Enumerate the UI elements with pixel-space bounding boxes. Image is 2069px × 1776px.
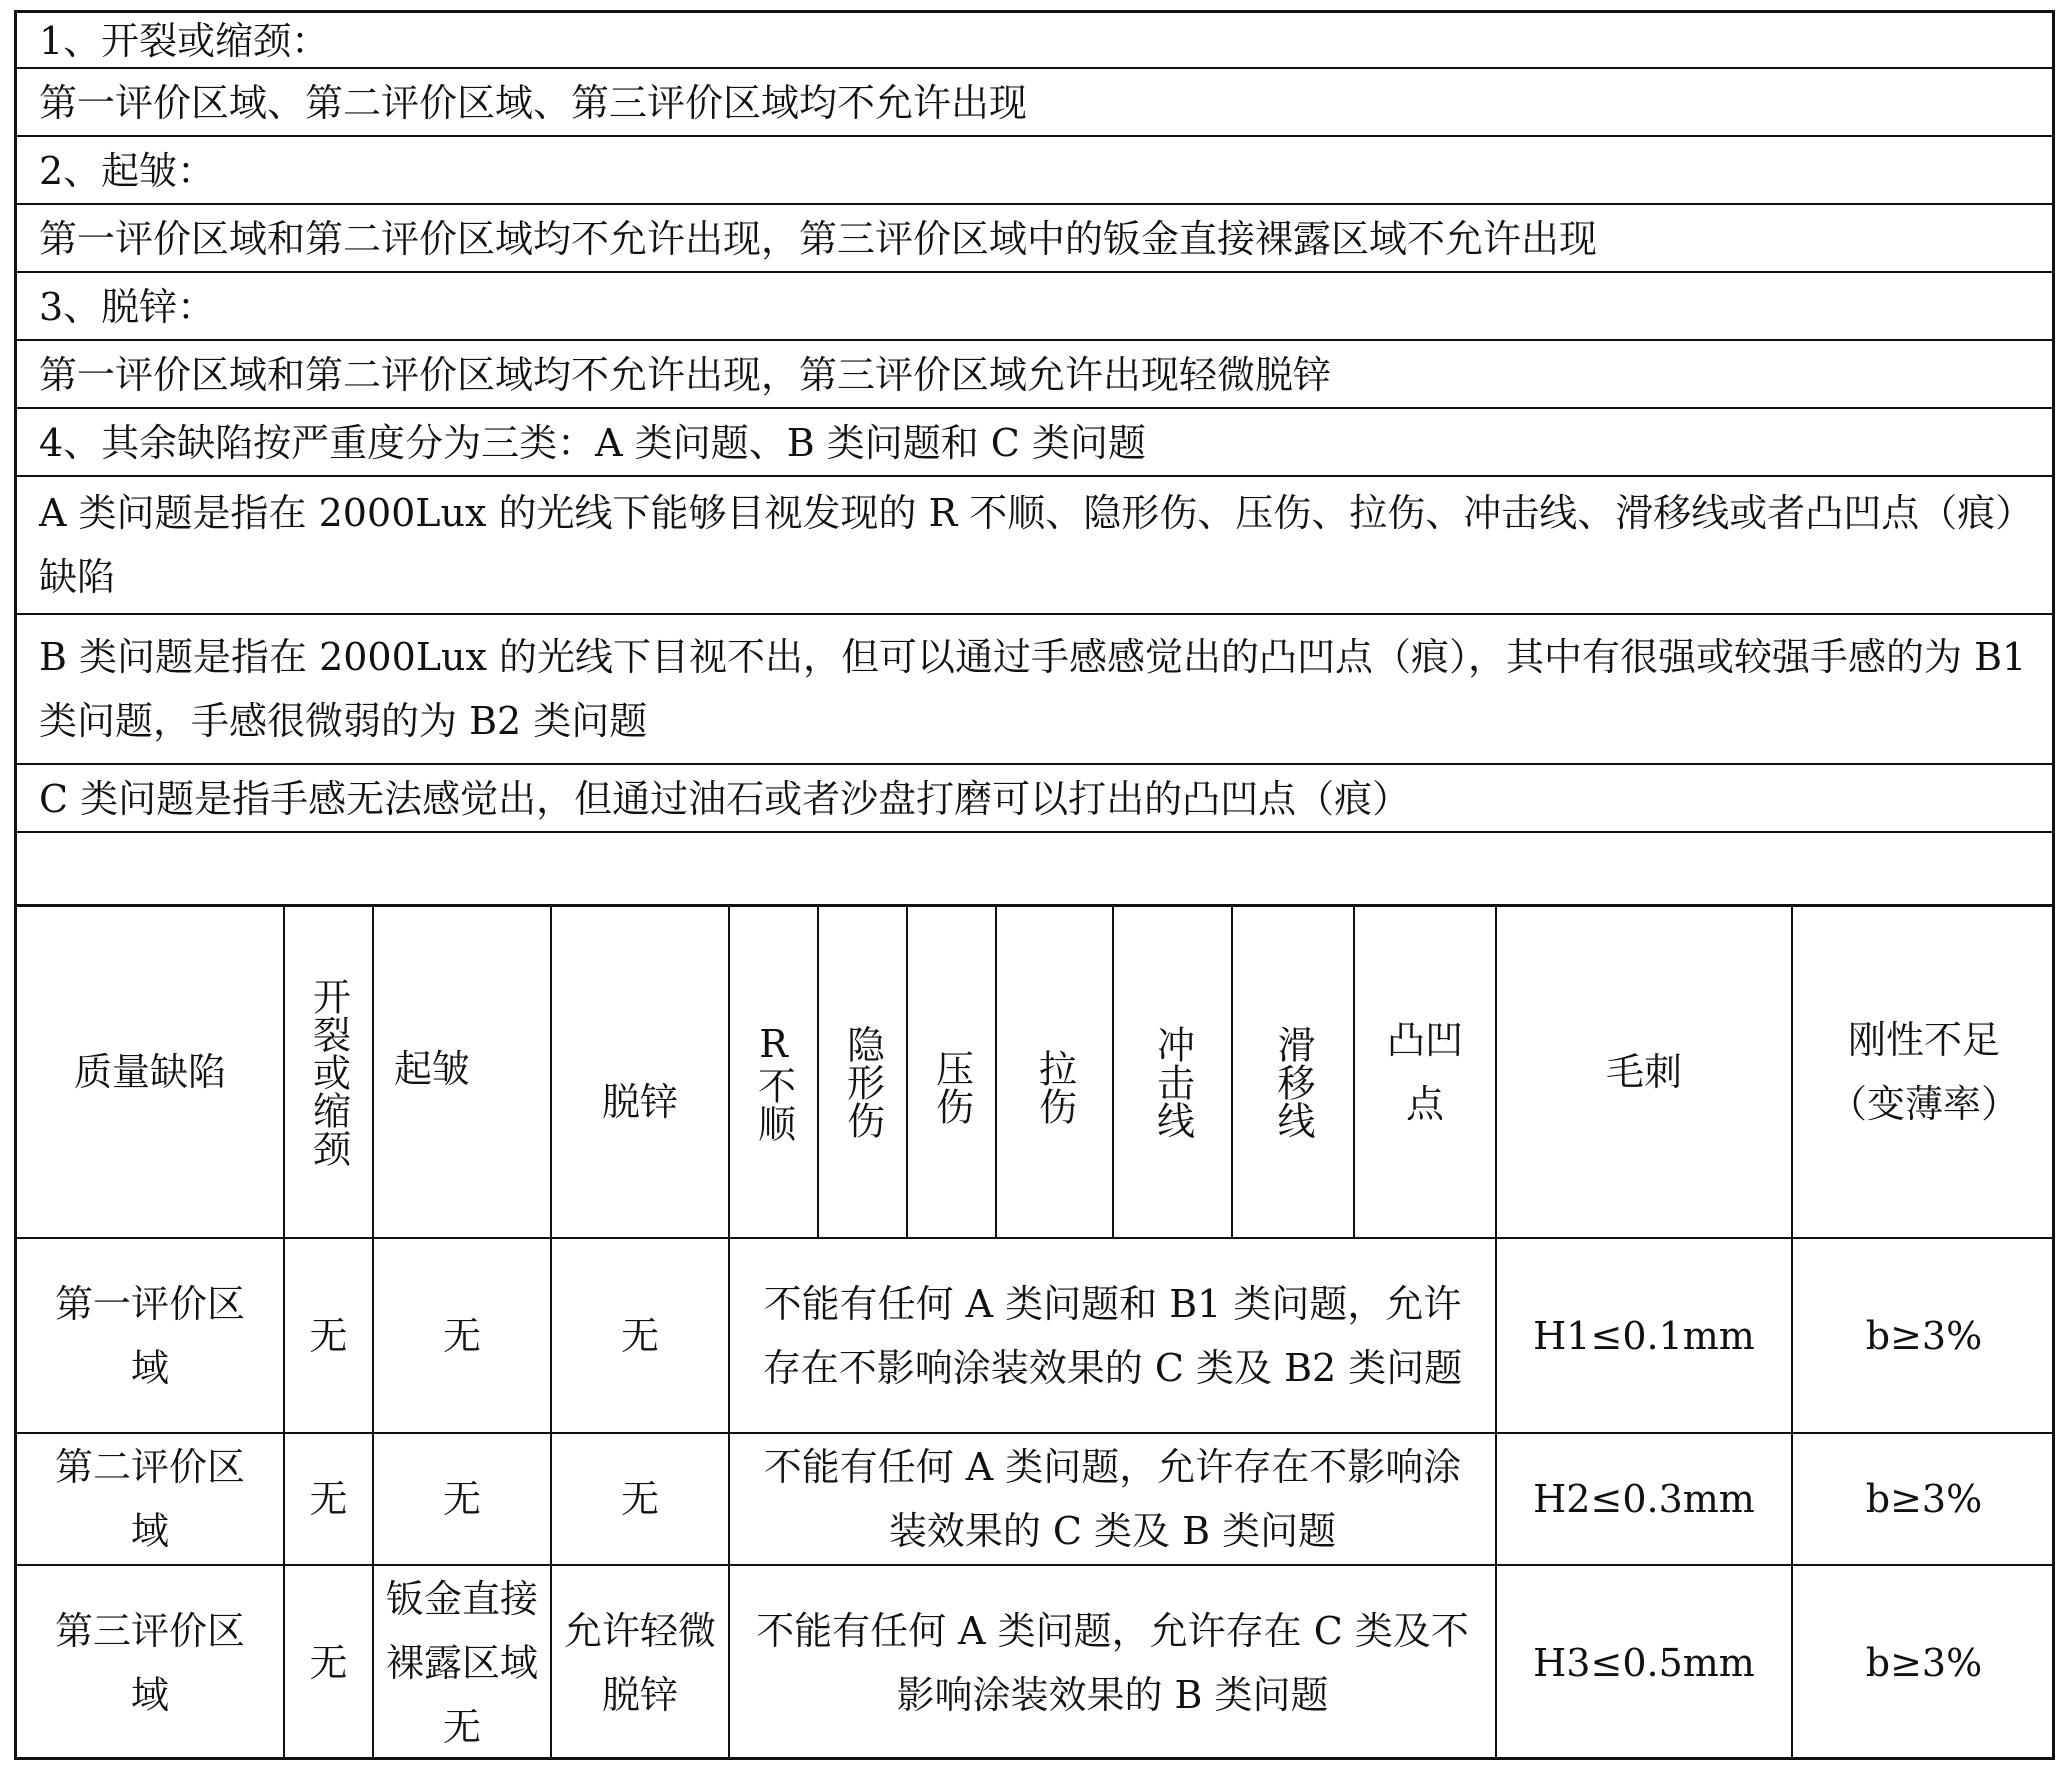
header-press-text: 压伤 [929,1049,974,1125]
row2-wrinkle: 无 [442,1477,481,1521]
row2-area: 第二评价区域 [54,1445,245,1553]
rule-heading-crack: 1、开裂或缩颈： [17,13,2052,69]
header-pull-text: 拉伤 [1032,1049,1077,1125]
header-crack [285,907,372,1237]
row1-area: 第一评价区域 [54,1281,245,1390]
rule-crack-text: 第一评价区域、第二评价区域、第三评价区域均不允许出现 [17,69,2052,137]
header-slip-text: 滑移线 [1271,1025,1315,1139]
header-hidden-text: 隐形伤 [840,1025,885,1139]
header-wrinkle: 起皱 [394,1047,471,1091]
row2-dezinc: 无 [620,1477,659,1521]
header-dezinc: 脱锌 [601,1080,678,1124]
header-bump [1355,907,1495,1237]
rule-heading-wrinkle: 2、起皱： [17,137,2052,205]
header-hidden [819,907,906,1237]
rule-heading-classes: 4、其余缺陷按严重度分为三类：A 类问题、B 类问题和 C 类问题 [17,409,2052,477]
header-r [730,907,817,1237]
header-impact-text: 冲击线 [1150,1025,1195,1139]
rule-class-a: A 类问题是指在 2000Lux 的光线下能够目视发现的 R 不顺、隐形伤、压伤、拉伤、冲击线、滑移线或者凸凹点（痕）缺陷 [17,477,2052,615]
header-r-text: R不顺 [751,1022,796,1142]
rule-dezinc-text: 第一评价区域和第二评价区域均不允许出现，第三评价区域允许出现轻微脱锌 [17,341,2052,409]
row3-dezinc: 允许轻微脱锌 [564,1609,717,1717]
row1-wrinkle: 无 [442,1313,481,1358]
row2-stiffness: b≥3% [1865,1477,1983,1521]
row1-crack: 无 [309,1313,348,1358]
header-burr: 毛刺 [1605,1050,1682,1094]
header-crack-text: 开裂或缩颈 [306,977,351,1167]
evaluation-table [17,907,2052,1757]
rule-class-b: B 类问题是指在 2000Lux 的光线下目视不出，但可以通过手感感觉出的凸凹点（痕），其中有很强或较强手感的为 B1 类问题，手感很微弱的为 B2 类问题 [17,615,2052,765]
row3-surface: 不能有任何 A 类问题，允许存在 C 类及不影响涂装效果的 B 类问题 [756,1609,1469,1717]
header-press [908,907,995,1237]
rule-heading-dezinc: 3、脱锌： [17,273,2052,341]
row3-stiffness: b≥3% [1865,1641,1983,1685]
row3-crack: 无 [309,1641,348,1685]
row3-area: 第三评价区域 [54,1609,245,1717]
header-defect: 质量缺陷 [73,1050,226,1094]
row3-wrinkle: 钣金直接裸露区域无 [386,1577,539,1749]
row2-surface: 不能有任何 A 类问题，允许存在不影响涂装效果的 C 类及 B 类问题 [763,1445,1462,1553]
header-slip [1233,907,1353,1237]
blank-row [17,833,2052,907]
row1-burr: H1≤0.1mm [1533,1313,1755,1358]
header-stiffness [1793,907,2055,1237]
header-pull [997,907,1112,1237]
row1-stiffness: b≥3% [1865,1313,1983,1358]
header-bump-text: 凸凹点 [1386,1018,1463,1126]
row1-dezinc: 无 [620,1313,659,1358]
row2-burr: H2≤0.3mm [1533,1477,1755,1521]
rule-wrinkle-text: 第一评价区域和第二评价区域均不允许出现，第三评价区域中的钣金直接裸露区域不允许出现 [17,205,2052,273]
header-impact [1114,907,1231,1237]
row3-burr: H3≤0.5mm [1533,1641,1755,1685]
quality-standard-table [14,10,2055,1760]
rule-class-c: C 类问题是指手感无法感觉出，但通过油石或者沙盘打磨可以打出的凸凹点（痕） [17,765,2052,833]
header-stiffness-text: 刚性不足（变薄率） [1828,1018,2019,1126]
row1-surface: 不能有任何 A 类问题和 B1 类问题，允许存在不影响涂装效果的 C 类及 B2 类问题 [762,1281,1463,1390]
row2-crack: 无 [309,1477,348,1521]
